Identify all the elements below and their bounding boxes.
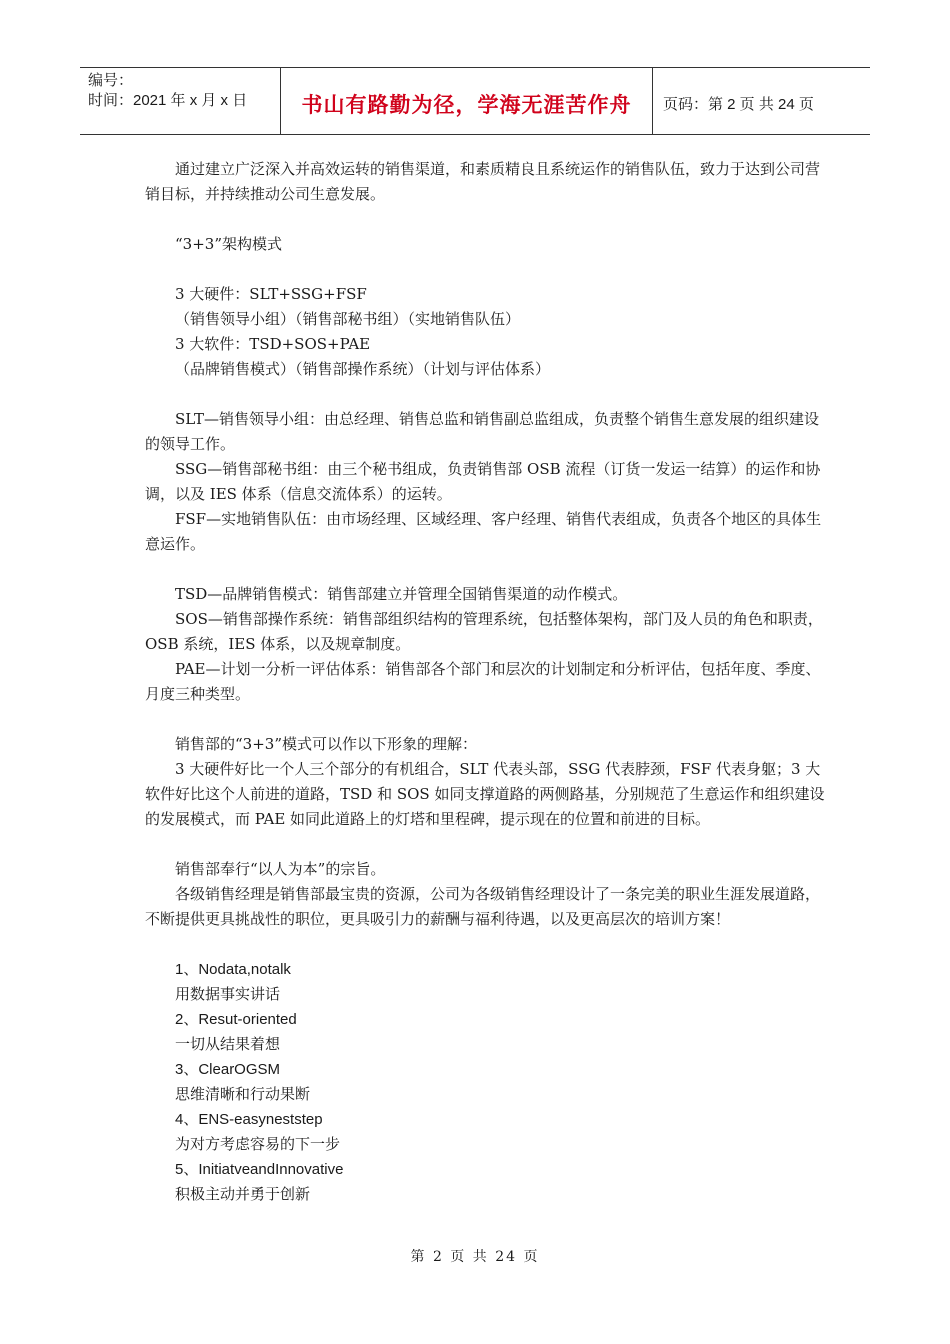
paragraph-hardware-desc: （销售领导小组）（销售部秘书组）（实地销售队伍） [175, 310, 521, 328]
doc-time-label: 时间：2021 年 x 月 x 日 [88, 92, 248, 109]
principle-en: 2、Resut-oriented [175, 1011, 297, 1028]
paragraph-sos: SOS—销售部操作系统：销售部组织结构的管理系统，包括整体架构，部门及人员的角色和职责，OSB 系统，IES 体系，以及规章制度。 [145, 610, 823, 653]
header-meta [80, 68, 281, 134]
page-footer: 第 2 页 共 24 页 [410, 1249, 540, 1265]
paragraph-fsf: FSF—实地销售队伍：由市场经理、区域经理、客户经理、销售代表组成，负责各个地区的具体生意运作。 [145, 510, 822, 553]
principle-zh: 积极主动并勇于创新 [175, 1185, 311, 1203]
paragraph-software-desc: （品牌销售模式）（销售部操作系统）（计划与评估体系） [175, 360, 551, 378]
principle-en: 5、InitiatveandInnovative [175, 1161, 344, 1178]
paragraph-intro: 通过建立广泛深入并高效运转的销售渠道，和素质精良且系统运作的销售队伍，致力于达到公司营销目标，并持续推动公司生意发展。 [145, 160, 821, 203]
principle-en: 4、ENS-easyneststep [175, 1111, 323, 1128]
paragraph-slt: SLT—销售领导小组：由总经理、销售总监和销售副总监组成，负责整个销售生意发展的组织建设的领导工作。 [145, 410, 820, 453]
paragraph-analogy: 3 大硬件好比一个人三个部分的有机组合，SLT 代表头部，SSG 代表脖颈，FSF 代表身躯；3 大软件好比这个人前进的道路，TSD 和 SOS 如同支撑道路的两侧路基，分别规范了生意运作和组织建设的发展模式，而 PAE 如同此道路上的灯塔和里程碑，提示现在的位置和前进的目标。 [145, 760, 825, 828]
principle-en: 1、Nodata,notalk [175, 961, 291, 978]
paragraph-hardware: 3 大硬件：SLT+SSG+FSF [175, 285, 367, 303]
paragraph-people-first: 销售部奉行“以人为本”的宗旨。 [175, 860, 386, 878]
document-body [145, 157, 825, 1207]
paragraph-pae: PAE—计划一分析一评估体系：销售部各个部门和层次的计划制定和分析评估，包括年度、季度、月度三种类型。 [145, 660, 821, 703]
principles-list [145, 957, 825, 1207]
paragraph-tsd: TSD—品牌销售模式：销售部建立并管理全国销售渠道的动作模式。 [175, 585, 628, 603]
paragraph-career: 各级销售经理是销售部最宝贵的资源，公司为各级销售经理设计了一条完美的职业生涯发展道路，不断提供更具挑战性的职位，更具吸引力的薪酬与福利待遇，以及更高层次的培训方案！ [145, 885, 821, 928]
principle-zh: 为对方考虑容易的下一步 [175, 1135, 341, 1153]
principle-en: 3、ClearOGSM [175, 1061, 281, 1078]
doc-number-label: 编号： [88, 72, 134, 89]
principle-zh: 用数据事实讲话 [175, 985, 281, 1003]
principle-zh: 思维清晰和行动果断 [175, 1085, 311, 1103]
paragraph-understanding: 销售部的“3+3”模式可以作以下形象的理解： [175, 735, 477, 753]
page-header [80, 67, 870, 135]
paragraph-ssg: SSG—销售部秘书组：由三个秘书组成，负责销售部 OSB 流程（订货一发运一结算）的运作和协调，以及 IES 体系（信息交流体系）的运转。 [145, 460, 821, 503]
header-motto: 书山有路勤为径，学海无涯苦作舟 [281, 68, 653, 134]
paragraph-software: 3 大软件：TSD+SOS+PAE [175, 335, 371, 353]
principle-zh: 一切从结果着想 [175, 1035, 281, 1053]
paragraph-model-title: “3+3”架构模式 [175, 235, 282, 253]
header-page-info: 页码：第 2 页 共 24 页 [663, 95, 814, 113]
